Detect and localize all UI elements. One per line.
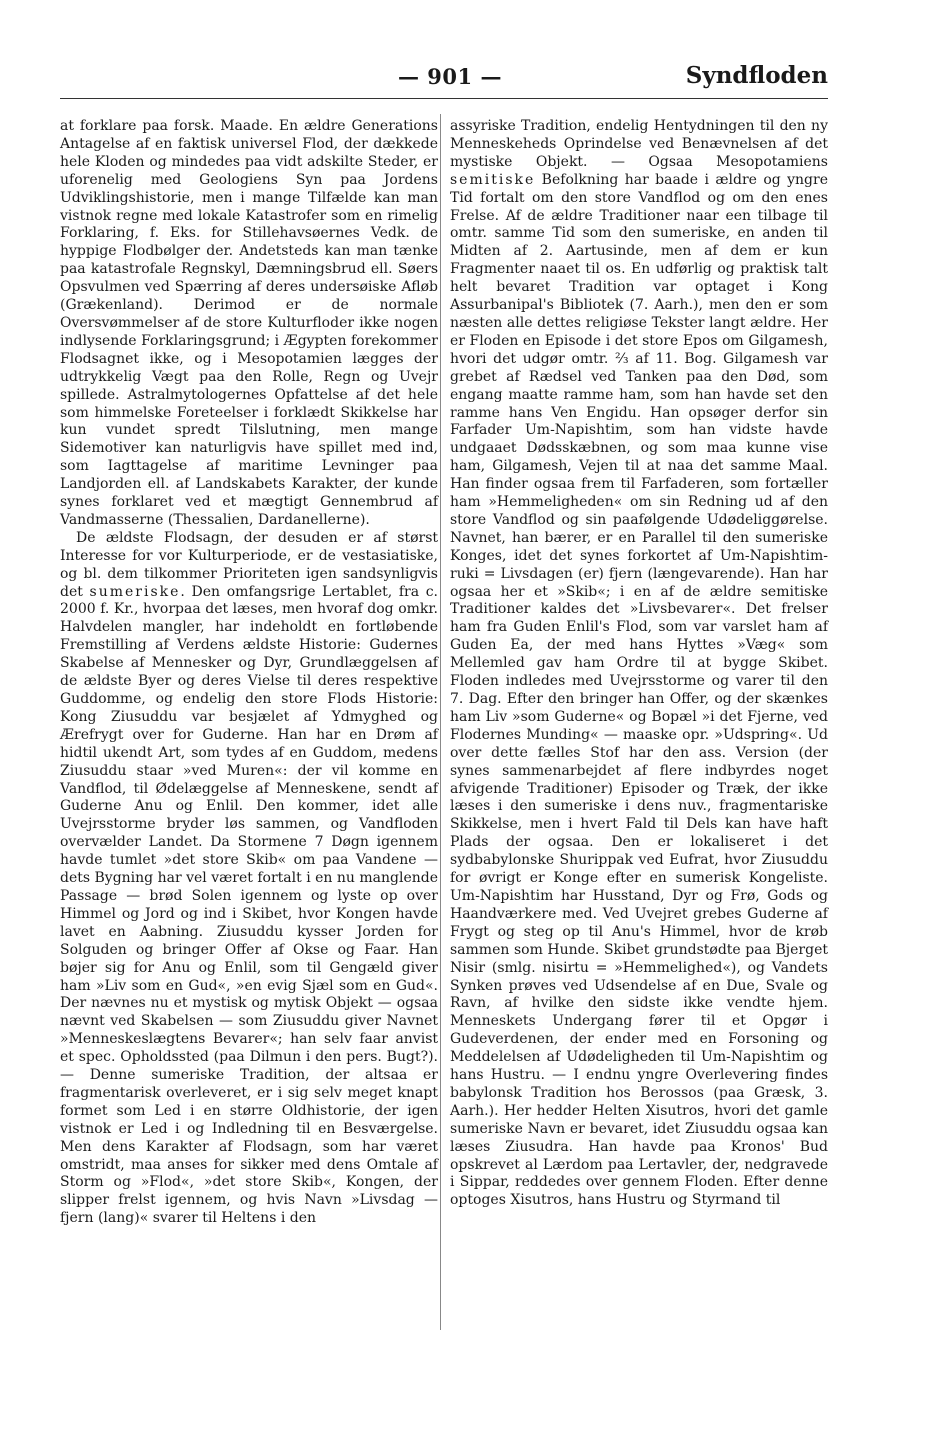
spaced-word: semitiske (450, 171, 536, 188)
page-number: — 901 — (398, 64, 502, 89)
paragraph (60, 530, 438, 1228)
right-column (450, 118, 828, 1210)
paragraph-text: . Den omfangsrige Lertablet, fra c. 2000 f. Kr., hvorpaa det læses, men hvoraf dog omkr. Halvdelen mangler, har indeholdt en fortløbende Fremstilling af Verdens ældste Historie: Gudernes Skabelse af Mennesker og Dyr, Grundlæggelsen af de ældste Byer og deres Vielse til deres respektive Guddomme, og endelig den store Flods Historie: Kong Ziusuddu var besjælet af Ydmyghed og Ærefrygt over for Guderne. Han har en Drøm af hidtil ukendt Art, som tydes af en Guddom, medens Ziusuddu staar »ved Muren«: der vil komme en Vandflod, til Ødelæggelse af Menneskene, sendt af Guderne Anu og Enlil. Den kommer, idet alle Uvejrsstorme bryder løs sammen, og Vandfloden overvælder Landet. Da Stormene 7 Døgn igennem havde tumlet »det store Skib« om paa Vandene — dets Bygning har vel været fortalt i en nu manglende Passage — brød Solen igennem og lyste op over Himmel og Jord og ind i Skibet, hvor Kongen havde lavet en Aabning. Ziusuddu kysser Jorden for Solguden og bringer Offer af Okse og Faar. Han bøjer sig for Anu og Enlil, som til Gengæld giver ham »Liv som en Gud«, »en evig Sjæl som en Gud«. Der nævnes nu et mystisk og mytisk Objekt — ogsaa nævnt ved Skabelsen — som Ziusuddu giver Navnet »Menneskeslægtens Bevarer«; han selv faar anvist et spec. Opholdssted (paa Dilmun i den pers. Bugt?). — Denne sumeriske Tradition, der altsaa er fragmentarisk overleveret, er i sig selv meget knapt formet som Led i en større Oldhistorie, der igen vistnok er Led i og Indledning til en Besværgelse. Men dens Karakter af Flodsagn, som har været omstridt, maa anses for sikker med dens Omtale af Storm og »Flod«, »det store Skib«, Kongen, der slipper frelst igennem, og hvis Navn »Livsdag — fjern (lang)« svarer til Heltens i den (60, 583, 438, 1227)
spaced-word: sumeriske (89, 583, 181, 600)
paragraph-text: assyriske Tradition, endelig Hentydningen til den ny Menneskeheds Oprindelse ved Benævnelsen af det mystiske Objekt. — Ogsaa Mesopotamiens (450, 118, 828, 170)
paragraph-text: Befolkning har baade i ældre og yngre Tid fortalt om den store Vandflod og om den enes Frelse. Af de ældre Traditioner naar een tilbage til omtr. samme Tid som den sumeriske, en anden til Midten af 2. Aartusinde, men af dem er kun Fragmenter naaet til os. En udførlig og praktisk talt helt bevaret Tradition var optaget i Kong Assurbanipal's Bibliotek (7. Aarh.), men den er som næsten alle dettes religiøse Tekster langt ældre. Her er Floden en Episode i det store Epos om Gilgamesh, hvori det udgør omtr. ⅔ af 11. Bog. Gilgamesh var grebet af Rædsel ved Tanken paa den Død, som engang maatte ramme ham, som han havde set den ramme hans Ven Engidu. Han opsøger derfor sin Farfader Um-Napishtim, som han vidste havde undgaaet Dødsskæbnen, og som maa kunne vise ham, Gilgamesh, Vejen til at naa det samme Maal. Han finder ogsaa frem til Farfaderen, som fortæller ham »Hemmeligheden« om sin Redning ud af den store Vandflod og sin paafølgende Udødeliggørelse. Navnet, han bærer, er en Parallel til den sumeriske Konges, idet det synes forkortet af Um-Napishtim-ruki = Livsdagen (er) fjern (længevarende). Han har ogsaa her et »Skib«; i en af de ældre semitiske Traditioner kaldes det »Livsbevarer«. Det frelser ham fra Guden Enlil's Flod, som var varslet ham af Guden Ea, der med hans Hyttes »Væg« som Mellemled gav ham Ordre til at bygge Skibet. Floden indledes med Uvejrsstorme og varer til den 7. Dag. Efter den bringer han Offer, og der skænkes ham Liv »som Guderne« og Bopæl »i det Fjerne, ved Flodernes Munding« — maaske opr. »Udspring«. Ud over dette fælles Stof har den ass. Version (der synes sammenarbejdet af flere indbyrdes noget afvigende Traditioner) Episoder og Træk, der ikke læses i den sumeriske i dens nuv., fragmentariske Skikkelse, men i hvert Fald til Dels kan have haft Plads der ogsaa. Den er lokaliseret i det sydbabylonske Shurippak ved Eufrat, hvor Ziusuddu for øvrigt er Konge efter en sumerisk Kongeliste. Um-Napishtim har Husstand, Dyr og Frø, Gods og Haandværkere med. Ved Uvejret grebes Guderne af Frygt og steg op til Anu's Himmel, hvor de krøb sammen som Hunde. Skibet grundstødte paa Bjerget Nisir (smlg. nisirtu = »Hemmelighed«), og Vandets Synken prøves ved Udsendelse af en Due, Svale og Ravn, af hvilke den sidste ikke vendte hjem. Menneskets Undergang fører til et Opgør i Gudeverdenen, der ender med en Forsoning og Meddelelsen af Udødeligheden til Um-Napishtim og hans Hustru. — I endnu yngre Overlevering findes babylonsk Tradition hos Berossos (paa Græsk, 3. Aarh.). Her hedder Helten Xisutros, hvori det gamle sumeriske Navn er bevaret, idet Ziusuddu ogsaa kan læses Ziusudra. Han havde paa Kronos' Bud opskrevet al Lærdom paa Lertavler, der, nedgravede i Sippar, reddedes over gennem Floden. Efter denne optoges Xisutros, hans Hustru og Styrmand til (450, 171, 828, 1209)
running-title: Syndfloden (685, 62, 828, 89)
paragraph-text: De ældste Flodsagn, der desuden er af størst Interesse for vor Kulturperiode, er de vestasiatiske, og bl. dem tilkommer Prioriteten igen sandsynligvis det (60, 529, 438, 600)
left-column (60, 118, 438, 1228)
header-rule (60, 98, 828, 99)
page-header (60, 58, 828, 98)
paragraph: at forklare paa forsk. Maade. En ældre Generations Antagelse af en faktisk universel Flod, der dækkede hele Kloden og mindedes paa vidt adskilte Steder, er uforenelig med Geologiens Syn paa Jordens Udviklingshistorie, men i mange Tilfælde kan man vistnok regne med lokale Katastrofer som en rimelig Forklaring, f. Eks. for Stillehavsøernes Vedk. de hyppige Flodbølger der. Andetsteds kan man tænke paa katastrofale Regnskyl, Dæmningsbrud ell. Søers Opsvulmen ved Spærring af deres undersøiske Afløb (Grækenland). Derimod er de normale Oversvømmelser af de store Kulturfloder ikke nogen indlysende Forklaringsgrund; i Ægypten forekommer Flodsagnet ikke, og i Mesopotamien lægges der udtrykkelig Vægt paa den Rolle, Regn og Uvejr spillede. Astralmytologernes Opfattelse af det hele som himmelske Foreteelser i forklædt Skikkelse har kun vundet spredt Tilslutning, men mange Sidemotiver kan naturligvis have spillet med ind, som Iagttagelse af maritime Levninger paa Landjorden ell. af Landskabets Karakter, der kunde synes forklaret ved et mægtigt Gennembrud af Vandmasserne (Thessalien, Dardanellerne). (60, 118, 438, 528)
paragraph (450, 118, 828, 1210)
column-divider (440, 114, 441, 1330)
